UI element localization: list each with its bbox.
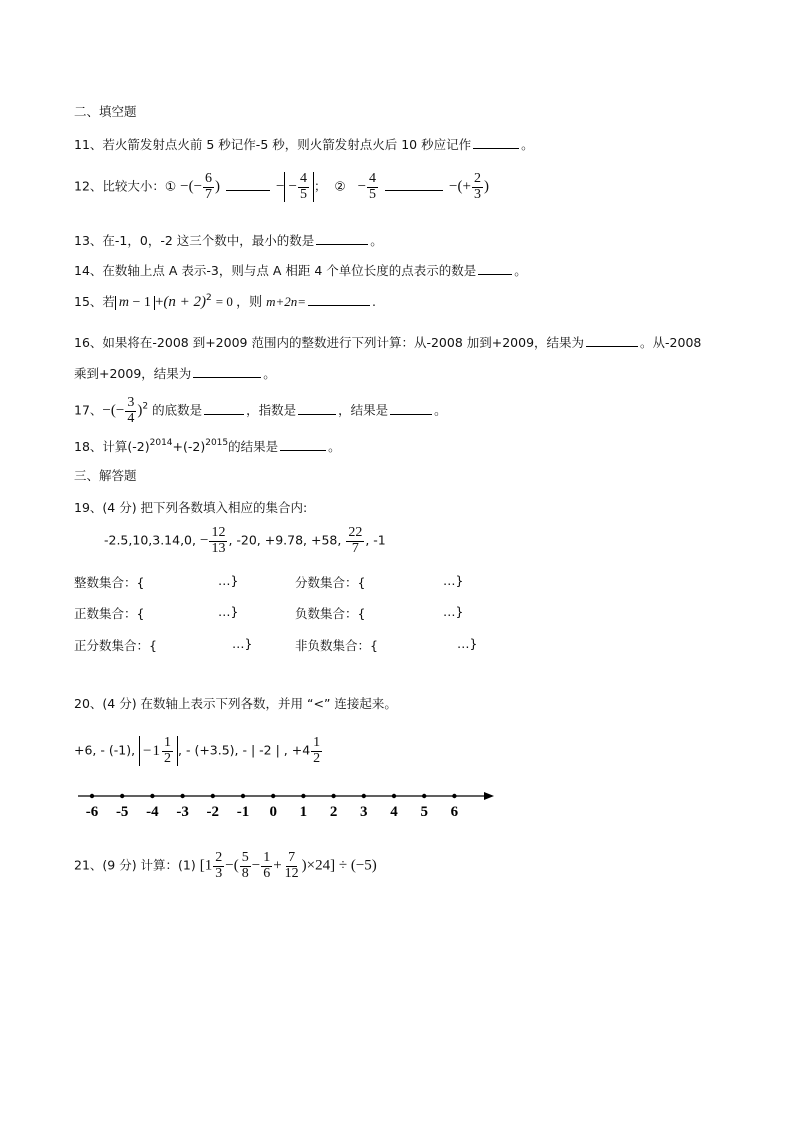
number-line-label: -4 [146, 804, 159, 820]
number-line-label: 6 [450, 804, 459, 820]
number-line-tick [241, 794, 245, 798]
fraction: $\frac{4}{5}$ [369, 171, 377, 202]
answer-blank[interactable] [390, 403, 432, 415]
number-line-label: -2 [206, 804, 220, 820]
fraction: $\frac{22}{7}$ [348, 525, 363, 556]
question-16-line-2: 乘到+2009，结果为 。 [74, 366, 276, 381]
question-17: 17、−(− $\frac{3}{4}$ )$^2$ 的底数是 ，指数是 ，结果是 。 [74, 395, 447, 426]
set-positives[interactable]: 正数集合：{ [74, 606, 145, 621]
number-line-tick [362, 794, 366, 798]
number-line-tick [422, 794, 426, 798]
set-fractions[interactable]: 分数集合：{ [295, 575, 366, 590]
fraction: $\frac{6}{7}$ [205, 171, 213, 202]
question-13: 13、在-1，0，-2 这三个数中，最小的数是 。 [74, 233, 383, 248]
number-line-tick [150, 794, 154, 798]
number-line-tick [211, 794, 215, 798]
fraction: $\frac{2}{3}$ [473, 171, 481, 202]
question-18: 18、计算$(-2)^{2014}+(-2)^{2015}$的结果是 。 [74, 438, 341, 454]
set-integers-close: …} [218, 573, 239, 588]
answer-blank[interactable] [478, 263, 512, 275]
section-title-solve: 三、解答题 [74, 468, 137, 483]
number-line-tick [331, 794, 335, 798]
section-title-fill-in: 二、填空题 [74, 104, 137, 119]
absolute-value: m − 1 [115, 296, 155, 310]
set-negatives[interactable]: 负数集合：{ [295, 606, 366, 621]
number-line-label: 3 [360, 804, 368, 820]
set-fractions-close: …} [443, 573, 464, 588]
number-line-tick [180, 794, 184, 798]
set-positive-fractions[interactable]: 正分数集合：{ [74, 638, 157, 653]
number-line-tick [301, 794, 305, 798]
answer-blank[interactable] [226, 179, 270, 191]
absolute-value: − $\frac{4}{5}$ [284, 172, 313, 202]
number-line-label: 4 [390, 804, 398, 820]
number-line-label: 2 [329, 804, 338, 820]
fraction: $\frac{3}{4}$ [127, 395, 135, 426]
number-line-tick [392, 794, 396, 798]
fraction: $\frac{5}{8}$ [241, 850, 249, 881]
fraction: $\frac{12}{13}$ [211, 525, 226, 556]
question-20-numbers: +6, - (-1), − 1 $\frac{1}{2}$ , - (+3.5), - | -2 | , +4 $\frac{1}{2}$ [74, 735, 321, 766]
set-non-negatives[interactable]: 非负数集合：{ [295, 638, 378, 653]
number-line-tick [452, 794, 456, 798]
number-line-label: 5 [420, 804, 428, 820]
question-20-title: 20、(4 分) 在数轴上表示下列各数，并用 “<” 连接起来。 [74, 696, 397, 711]
number-line-tick [90, 794, 94, 798]
set-integers[interactable]: 整数集合：{ [74, 575, 145, 590]
question-14: 14、在数轴上点 A 表示-3，则与点 A 相距 4 个单位长度的点表示的数是 。 [74, 263, 527, 278]
number-line-tick [271, 794, 275, 798]
question-11: 11、若火箭发射点火前 5 秒记作-5 秒，则火箭发射点火后 10 秒应记作 。 [74, 137, 534, 152]
fraction: $\frac{2}{3}$ [215, 850, 223, 881]
answer-blank[interactable] [204, 403, 244, 415]
answer-blank[interactable] [298, 403, 336, 415]
question-19-numbers: -2.5,10,3.14,0, − $\frac{12}{13}$ , -20, +9.78, +58, $\frac{22}{7}$ , -1 [104, 525, 386, 556]
set-non-negatives-close: …} [457, 636, 478, 651]
question-15: 15、若 $m - 1 +(n + 2)^2 = 0$ ，则 m+2n= . [74, 293, 376, 310]
number-line-label: -3 [176, 804, 189, 820]
answer-blank[interactable] [385, 179, 443, 191]
set-positive-fractions-close: …} [232, 636, 253, 651]
question-12: 12、比较大小：① −(− $\frac{6}{7}$ ) − − $\frac{4}{5}$ ； ② − $\frac{4}{5}$ −(+ $\frac{2}{3}$ ) [74, 171, 489, 202]
fraction: $\frac{7}{12}$ [284, 850, 299, 881]
number-line-label: 0 [269, 804, 277, 820]
number-line[interactable] [0, 780, 794, 840]
answer-blank[interactable] [473, 137, 519, 149]
answer-blank[interactable] [586, 335, 638, 347]
number-line-label: -1 [236, 804, 250, 820]
absolute-value: − 1 $\frac{1}{2}$ [139, 736, 178, 766]
answer-blank[interactable] [193, 366, 261, 378]
number-line-label: -5 [115, 804, 129, 820]
number-line-label: -6 [85, 804, 99, 820]
set-negatives-close: …} [443, 604, 464, 619]
question-19-title: 19、(4 分) 把下列各数填入相应的集合内: [74, 500, 308, 515]
question-21: 21、(9 分) 计算：(1) [1 $\frac{2}{3}$ −( $\frac{5}{8}$ − $\frac{1}{6}$ + $\frac{7}{12}$ )×24] ÷ (−5) [74, 850, 377, 881]
number-line-label: 1 [299, 804, 308, 820]
number-line-tick [120, 794, 124, 798]
number-line-arrow [484, 792, 494, 800]
answer-blank[interactable] [308, 294, 370, 306]
set-positives-close: …} [218, 604, 239, 619]
question-16-line-1: 16、如果将在-2008 到+2009 范围内的整数进行下列计算：从-2008 加到+2009，结果为 。从-2008 [74, 335, 702, 350]
fraction: $\frac{1}{2}$ [313, 735, 321, 766]
answer-blank[interactable] [316, 233, 368, 245]
fraction: $\frac{1}{6}$ [263, 850, 271, 881]
answer-blank[interactable] [280, 439, 326, 451]
